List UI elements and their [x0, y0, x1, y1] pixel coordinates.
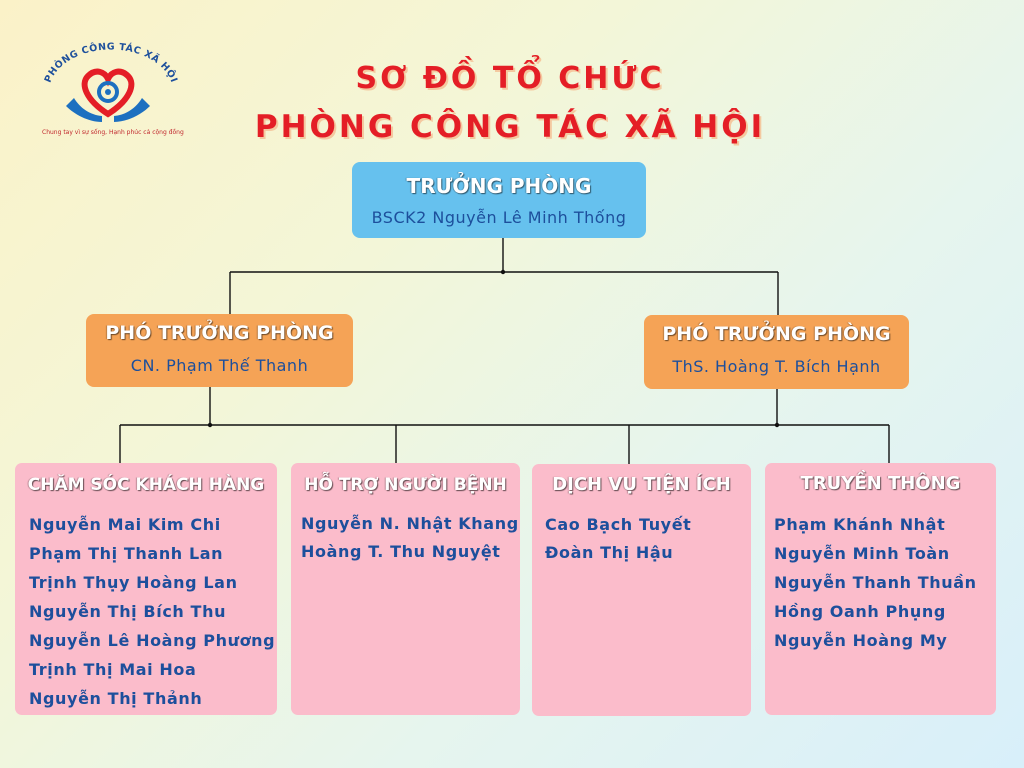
junction-dot-deputy2: [775, 423, 779, 427]
logo-tagline: Chung tay vì sự sống, Hạnh phúc cả cộng đồng: [42, 129, 184, 136]
team-name: DỊCH VỤ TIỆN ÍCH: [552, 474, 731, 495]
team-box-utility-services: [532, 464, 751, 716]
deputy-role: PHÓ TRƯỞNG PHÒNG: [105, 322, 334, 344]
member-list: [29, 510, 275, 713]
head-box: [352, 162, 646, 238]
team-member: Nguyễn Thị Bích Thu: [29, 602, 227, 621]
deputy-box-right: [644, 315, 909, 389]
team-name: CHĂM SÓC KHÁCH HÀNG: [27, 475, 265, 495]
team-member: Nguyễn Hoàng My: [774, 631, 948, 650]
junction-dot-head: [501, 270, 505, 274]
team-name: TRUYỀN THÔNG: [800, 473, 961, 494]
member-list: [774, 510, 977, 655]
team-member: Trịnh Thị Mai Hoa: [29, 660, 197, 679]
logo-arc-text: PHÒNG CÔNG TÁC XÃ HỘI: [42, 41, 180, 85]
team-box-customer-care: [15, 463, 277, 715]
team-member: Nguyễn Mai Kim Chi: [29, 515, 221, 534]
head-role: TRƯỞNG PHÒNG: [406, 174, 592, 198]
team-member: Nguyễn Minh Toàn: [774, 544, 950, 563]
team-member: Nguyễn N. Nhật Khang: [301, 514, 519, 533]
team-member: Nguyễn Thanh Thuần: [774, 573, 977, 592]
chart-title-line1: SƠ ĐỒ TỔ CHỨC: [355, 61, 665, 96]
team-member: Hoàng T. Thu Nguyệt: [301, 542, 501, 561]
chart-title-line2: PHÒNG CÔNG TÁC XÃ HỘI: [254, 109, 766, 145]
team-member: Phạm Khánh Nhật: [774, 515, 946, 534]
team-member: Trịnh Thụy Hoàng Lan: [29, 573, 238, 592]
team-box-patient-support: [291, 463, 520, 715]
team-member: Phạm Thị Thanh Lan: [29, 544, 224, 563]
team-box-communications: [765, 463, 996, 715]
deputy-name: CN. Phạm Thế Thanh: [130, 356, 309, 375]
member-list: [545, 511, 691, 567]
team-name: HỖ TRỢ NGƯỜI BỆNH: [304, 475, 507, 495]
deputy-name: ThS. Hoàng T. Bích Hạnh: [672, 357, 881, 376]
deputy-role: PHÓ TRƯỞNG PHÒNG: [662, 323, 891, 345]
junction-dot-deputy1: [208, 423, 212, 427]
team-member: Cao Bạch Tuyết: [545, 515, 692, 534]
team-member: Đoàn Thị Hậu: [545, 543, 674, 562]
head-name: BSCK2 Nguyễn Lê Minh Thống: [371, 208, 627, 227]
member-list: [301, 510, 519, 566]
deputy-box-left: [86, 314, 353, 387]
team-member: Hồng Oanh Phụng: [774, 602, 946, 621]
team-member: Nguyễn Thị Thảnh: [29, 689, 203, 708]
team-member: Nguyễn Lê Hoàng Phương: [29, 631, 276, 650]
